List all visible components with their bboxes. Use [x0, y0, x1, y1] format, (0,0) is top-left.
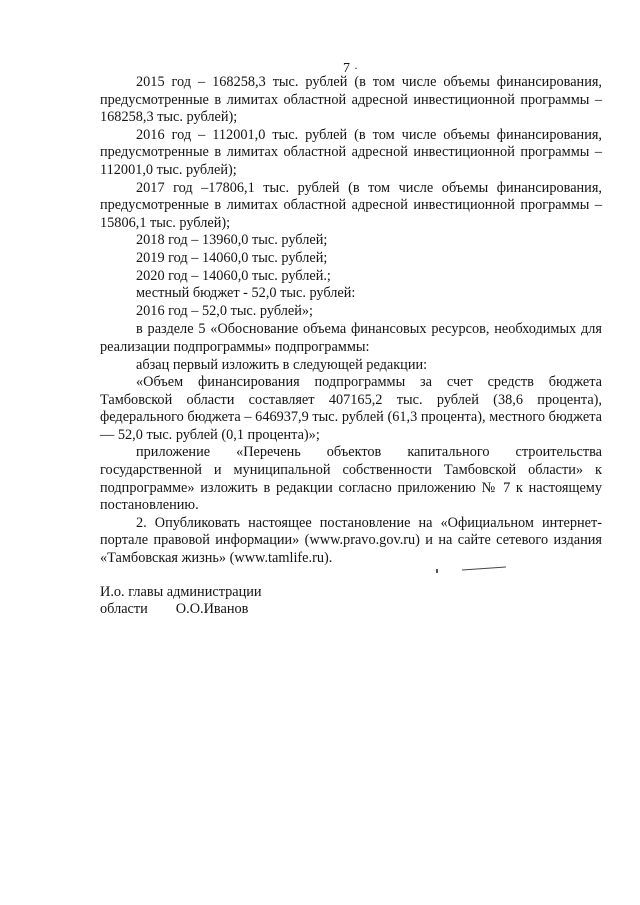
abzac-paragraph: абзац первый изложить в следующей редакции: [136, 356, 428, 373]
funding-2018: 2018 год – 13960,0 тыс. рублей; [136, 232, 328, 249]
document-body [100, 74, 602, 568]
signature-title: И.о. главы администрации [100, 584, 262, 600]
signatory-name: О.О.Иванов [175, 601, 249, 617]
pen-mark [436, 569, 438, 573]
page-number-dot: · [354, 61, 358, 75]
funding-2019: 2019 год – 14060,0 тыс. рублей; [136, 249, 328, 266]
appendix-paragraph: приложение «Перечень объектов капитального строительства государственной и муниципальной собственности Тамбовской области» к подпрограмме» изложить в редакции согласно приложению № 7 к настоящему постановлению. [100, 444, 602, 514]
funding-2015: 2015 год – 168258,3 тыс. рублей (в том числе объемы финансирования, предусмотренные в лимитах областной адресной инвестиционной программы – 168258,3 тыс. рублей); [100, 74, 602, 126]
signature-line2 [100, 601, 262, 618]
funding-2020: 2020 год – 14060,0 тыс. рублей.; [136, 267, 331, 284]
section5-paragraph: в разделе 5 «Обоснование объема финансовых ресурсов, необходимых для реализации подпрограммы» подпрограммы: [100, 321, 602, 355]
page-number-text: 7 [343, 61, 350, 76]
signature-block [100, 584, 262, 618]
local-budget-line: местный бюджет - 52,0 тыс. рублей: [136, 285, 356, 302]
funding-2016: 2016 год – 112001,0 тыс. рублей (в том числе объемы финансирования, предусмотренные в лимитах областной адресной инвестиционной программы – 112001,0 тыс. рублей); [100, 126, 602, 178]
local-budget-2016: 2016 год – 52,0 тыс. рублей»; [136, 302, 314, 319]
quote-paragraph: «Объем финансирования подпрограммы за счет средств бюджета Тамбовской области составляет 407165,2 тыс. рублей (38,6 процента), федерального бюджета – 646937,9 тыс. рублей (61,3 процента), местного бюджета — 52,0 тыс. рублей (0,1 процента)»; [100, 374, 602, 443]
item2-paragraph: 2. Опубликовать настоящее постановление на «Официальном интернет-портале правовой информации» (www.pravo.gov.ru) и на сайте сетевого издания «Тамбовская жизнь» (www.tamlife.ru). [100, 514, 602, 567]
funding-2017: 2017 год –17806,1 тыс. рублей (в том числе объемы финансирования, предусмотренные в лимитах областной адресной инвестиционной программы – 15806,1 тыс. рублей); [100, 179, 602, 231]
signature-region: области [100, 601, 148, 617]
